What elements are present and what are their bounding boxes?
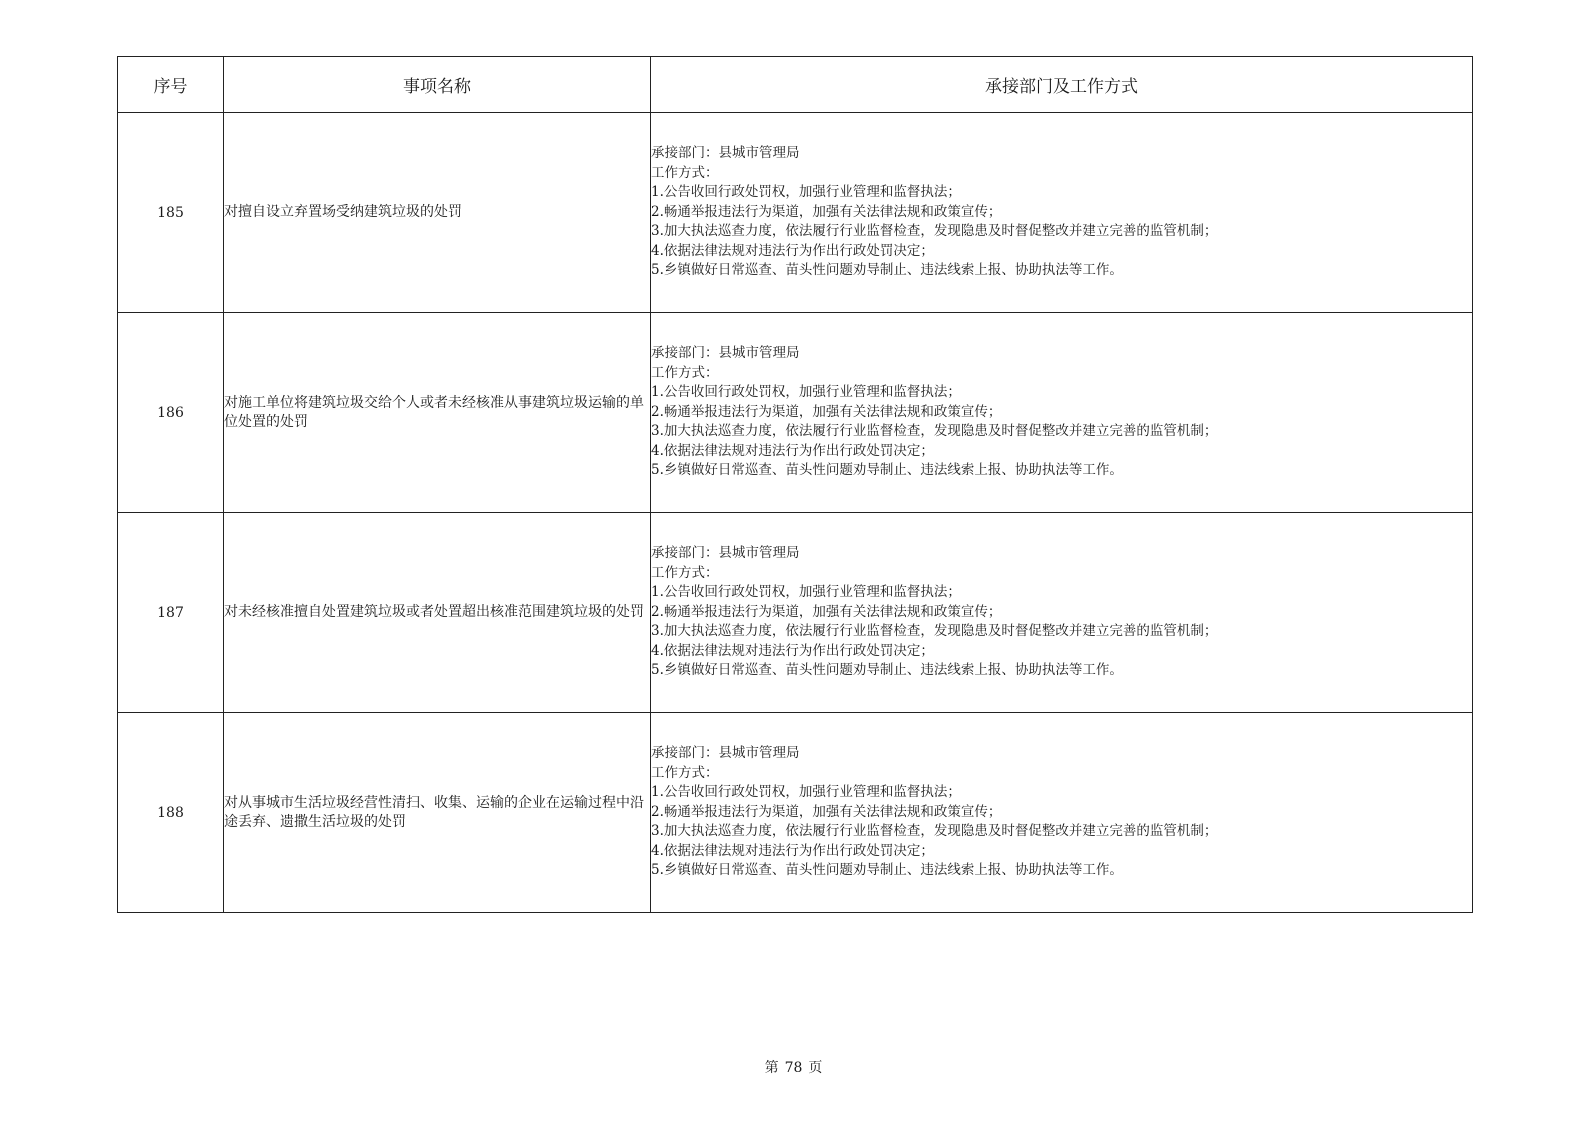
method-line: 2.畅通举报违法行为渠道，加强有关法律法规和政策宣传； (651, 603, 1002, 620)
method-line: 1.公告收回行政处罚权，加强行业管理和监督执法； (651, 384, 961, 401)
dept-method-cell (651, 113, 1473, 313)
footer-suffix: 页 (808, 1060, 823, 1076)
method-line: 3.加大执法巡查力度，依法履行行业监督检查，发现隐患及时督促整改并建立完善的监管机制； (651, 623, 1218, 640)
method-line: 3.加大执法巡查力度，依法履行行业监督检查，发现隐患及时督促整改并建立完善的监管机制； (651, 223, 1218, 240)
item-name: 对未经核准擅自处置建筑垃圾或者处置超出核准范围建筑垃圾的处罚 (224, 513, 651, 713)
method-line: 4.依据法律法规对违法行为作出行政处罚决定； (651, 242, 934, 259)
method-line: 2.畅通举报违法行为渠道，加强有关法律法规和政策宣传； (651, 403, 1002, 420)
dept-method-cell (651, 713, 1473, 913)
method-line: 4.依据法律法规对违法行为作出行政处罚决定； (651, 842, 934, 859)
item-name: 对施工单位将建筑垃圾交给个人或者未经核准从事建筑垃圾运输的单位处置的处罚 (224, 313, 651, 513)
header-item-name: 事项名称 (224, 57, 651, 113)
method-line: 3.加大执法巡查力度，依法履行行业监督检查，发现隐患及时督促整改并建立完善的监管机制； (651, 423, 1218, 440)
row-number: 188 (118, 713, 224, 913)
header-dept-method: 承接部门及工作方式 (651, 57, 1473, 113)
header-seq: 序号 (118, 57, 224, 113)
page-number: 78 (784, 1060, 803, 1076)
method-line: 4.依据法律法规对违法行为作出行政处罚决定； (651, 642, 934, 659)
method-label: 工作方式： (651, 364, 719, 381)
row-number: 187 (118, 513, 224, 713)
method-line: 1.公告收回行政处罚权，加强行业管理和监督执法； (651, 584, 961, 601)
dept-line: 承接部门：县城市管理局 (651, 345, 800, 362)
table-row (118, 313, 1473, 513)
item-name: 对从事城市生活垃圾经营性清扫、收集、运输的企业在运输过程中沿途丢弃、遗撒生活垃圾的处罚 (224, 713, 651, 913)
method-label: 工作方式： (651, 764, 719, 781)
dept-line: 承接部门：县城市管理局 (651, 745, 800, 762)
items-table (117, 56, 1473, 913)
method-line: 3.加大执法巡查力度，依法履行行业监督检查，发现隐患及时督促整改并建立完善的监管机制； (651, 823, 1218, 840)
dept-method-cell (651, 313, 1473, 513)
method-line: 2.畅通举报违法行为渠道，加强有关法律法规和政策宣传； (651, 203, 1002, 220)
method-line: 2.畅通举报违法行为渠道，加强有关法律法规和政策宣传； (651, 803, 1002, 820)
dept-method-cell (651, 513, 1473, 713)
row-number: 185 (118, 113, 224, 313)
table-row (118, 713, 1473, 913)
method-line: 5.乡镇做好日常巡查、苗头性问题劝导制止、违法线索上报、协助执法等工作。 (651, 662, 1123, 679)
method-line: 4.依据法律法规对违法行为作出行政处罚决定； (651, 442, 934, 459)
method-line: 5.乡镇做好日常巡查、苗头性问题劝导制止、违法线索上报、协助执法等工作。 (651, 862, 1123, 879)
method-line: 1.公告收回行政处罚权，加强行业管理和监督执法； (651, 184, 961, 201)
dept-line: 承接部门：县城市管理局 (651, 545, 800, 562)
table-row (118, 513, 1473, 713)
footer-prefix: 第 (764, 1060, 779, 1076)
method-label: 工作方式： (651, 164, 719, 181)
method-line: 5.乡镇做好日常巡查、苗头性问题劝导制止、违法线索上报、协助执法等工作。 (651, 262, 1123, 279)
method-line: 1.公告收回行政处罚权，加强行业管理和监督执法； (651, 784, 961, 801)
page-footer (0, 1057, 1587, 1077)
method-label: 工作方式： (651, 564, 719, 581)
table-header-row (118, 57, 1473, 113)
row-number: 186 (118, 313, 224, 513)
dept-line: 承接部门：县城市管理局 (651, 145, 800, 162)
item-name: 对擅自设立弃置场受纳建筑垃圾的处罚 (224, 113, 651, 313)
table-row (118, 113, 1473, 313)
method-line: 5.乡镇做好日常巡查、苗头性问题劝导制止、违法线索上报、协助执法等工作。 (651, 462, 1123, 479)
